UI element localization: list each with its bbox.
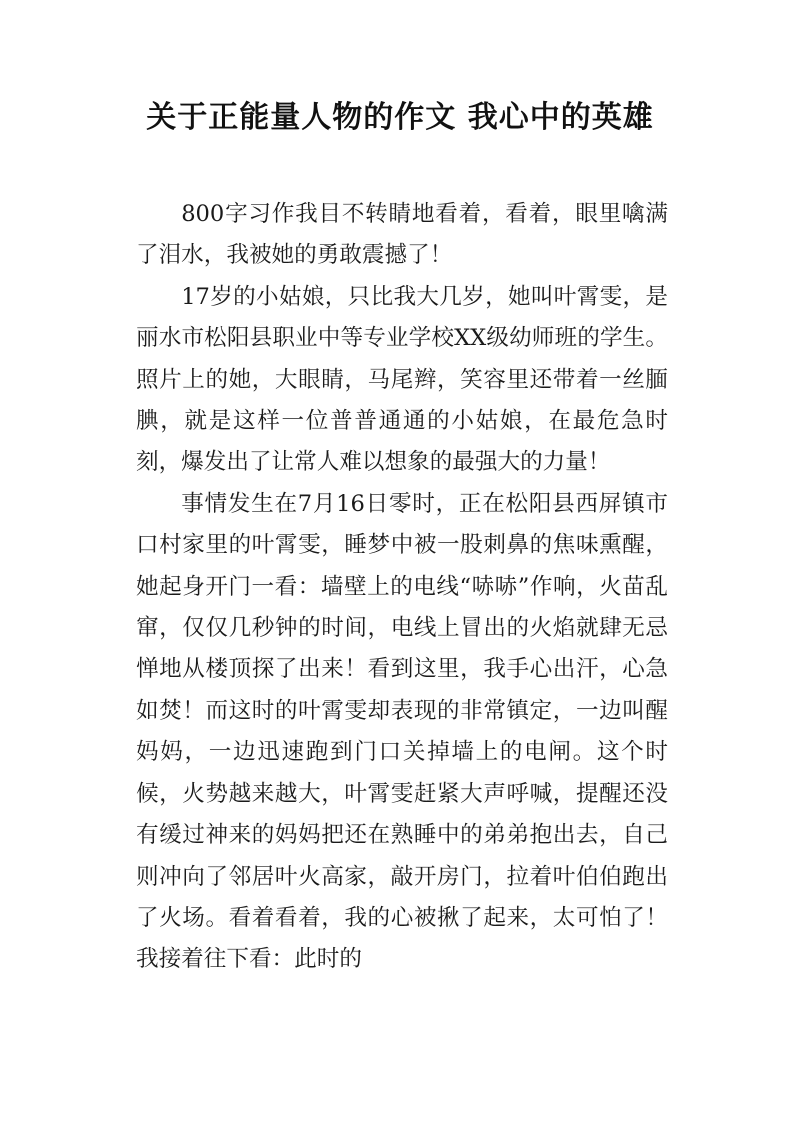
document-body: [136, 194, 668, 981]
paragraph: 事情发生在7月16日零时，正在松阳县西屏镇市口村家里的叶霄雯，睡梦中被一股刺鼻的焦味熏醒，她起身开门一看：墙壁上的电线“哧哧”作响，火苗乱窜，仅仅几秒钟的时间，电线上冒出的火焰就肆无忌惮地从楼顶探了出来！看到这里，我手心出汗，心急如焚！而这时的叶霄雯却表现的非常镇定，一边叫醒妈妈，一边迅速跑到门口关掉墙上的电闸。这个时候，火势越来越大，叶霄雯赶紧大声呼喊，提醒还没有缓过神来的妈妈把还在熟睡中的弟弟抱出去，自己则冲向了邻居叶火高家，敲开房门，拉着叶伯伯跑出了火场。看着看着，我的心被揪了起来，太可怕了！我接着往下看：此时的: [136, 490, 668, 973]
document-title: 关于正能量人物的作文 我心中的英雄: [146, 100, 654, 135]
paragraph: 800字习作我目不转睛地看着，看着，眼里噙满了泪水，我被她的勇敢震撼了！: [136, 201, 668, 269]
paragraph: 17岁的小姑娘，只比我大几岁，她叫叶霄雯，是丽水市松阳县职业中等专业学校XX级幼师班的学生。照片上的她，大眼睛，马尾辫，笑容里还带着一丝腼腆，就是这样一位普普通通的小姑娘，在最危急时刻，爆发出了让常人难以想象的最强大的力量！: [136, 283, 668, 476]
